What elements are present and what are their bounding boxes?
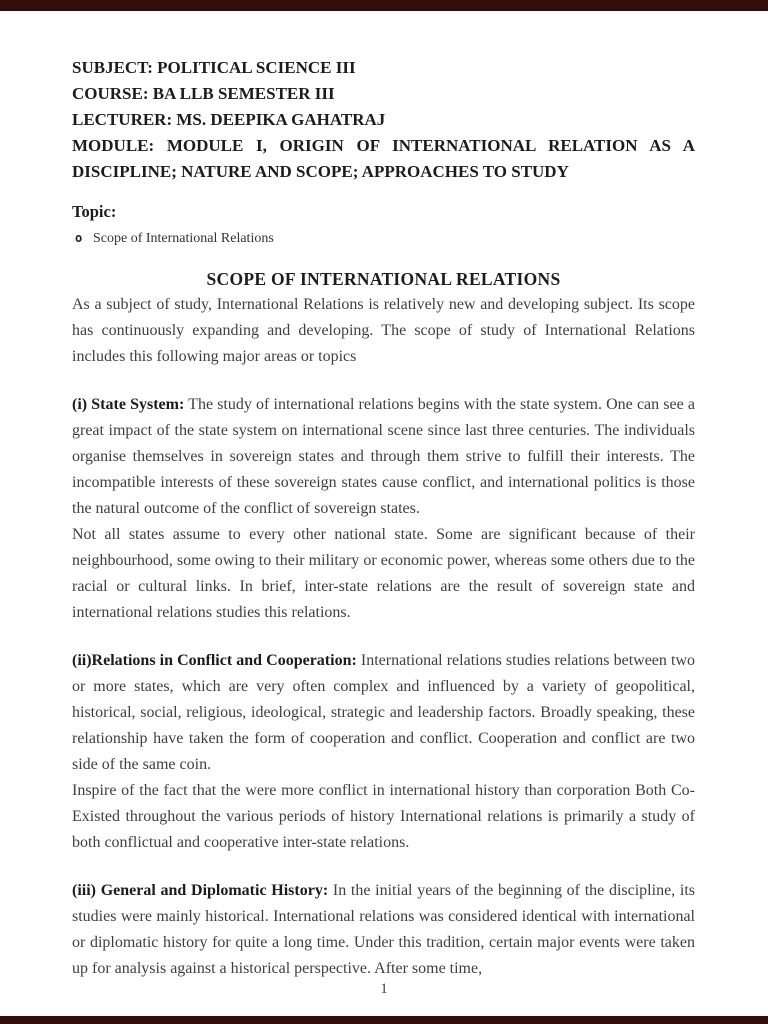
topic-heading: Topic: xyxy=(72,202,117,221)
topic-bullet-item xyxy=(72,225,695,252)
header-line-subject: SUBJECT: POLITICAL SCIENCE III xyxy=(72,58,356,77)
section-main-paragraph xyxy=(72,878,695,982)
topic-block xyxy=(72,199,695,252)
document-title: SCOPE OF INTERNATIONAL RELATIONS xyxy=(206,269,561,289)
section-body-text: The study of international relations begins with the state system. One can see a great impact of the state system on international scene since last three centuries. The individuals organise themselves in sovereign states and through them strive to fulfill their interests. The incompatible interests of these sovereign states cause conflict, and international politics is those the natural outcome of the conflict of sovereign states. xyxy=(72,396,695,517)
topic-item-text: Scope of International Relations xyxy=(93,231,274,246)
section-lead-label: (i) State System: xyxy=(72,396,185,413)
page-content xyxy=(72,11,695,982)
section-main-paragraph xyxy=(72,648,695,778)
page-number: 1 xyxy=(380,981,388,997)
section-lead-label: (ii)Relations in Conflict and Cooperation: xyxy=(72,652,357,669)
section-state-system xyxy=(72,392,695,626)
section-diplomatic-history xyxy=(72,878,695,982)
section-lead-label: (iii) General and Diplomatic History: xyxy=(72,882,329,899)
section-main-paragraph xyxy=(72,392,695,522)
section-body-text: In the initial years of the beginning of the discipline, its studies were mainly historical. International relations was considered identical with international or diplomatic history for quite a long time. Under this tradition, certain major events were taken up for analysis against a historical perspective. After some time, xyxy=(72,882,696,977)
bottom-edge-bar xyxy=(0,1016,768,1024)
header-line-module: MODULE: MODULE I, ORIGIN OF INTERNATIONAL RELATION AS A DISCIPLINE; NATURE AND SCOPE; APPROACHES TO STUDY xyxy=(72,136,695,181)
section-followup-paragraph: Not all states assume to every other national state. Some are significant because of their neighbourhood, some owing to their military or economic power, whereas some others due to the racial or cultural links. In brief, inter-state relations are the result of sovereign state and international relations studies this relations. xyxy=(72,526,695,621)
top-edge-bar xyxy=(0,0,768,11)
bullet-marker: o xyxy=(75,231,83,245)
section-conflict-cooperation xyxy=(72,648,695,856)
course-header xyxy=(72,55,695,185)
header-line-course: COURSE: BA LLB SEMESTER III xyxy=(72,84,335,103)
header-line-lecturer: LECTURER: MS. DEEPIKA GAHATRAJ xyxy=(72,110,386,129)
section-body-text: International relations studies relations between two or more states, which are very often complex and influenced by a variety of geopolitical, historical, social, religious, ideological, strategic and leadership factors. Broadly speaking, these relationship have taken the form of cooperation and conflict. Cooperation and conflict are two side of the same coin. xyxy=(72,652,695,773)
intro-paragraph: As a subject of study, International Relations is relatively new and developing subject. Its scope has continuously expanding and developing. The scope of study of International Relations includes this following major areas or topics xyxy=(72,296,695,365)
section-followup-paragraph: Inspire of the fact that the were more conflict in international history than corporation Both Co-Existed throughout the various periods of history International relations is primarily a study of both conflictual and cooperative inter-state relations. xyxy=(72,782,695,851)
